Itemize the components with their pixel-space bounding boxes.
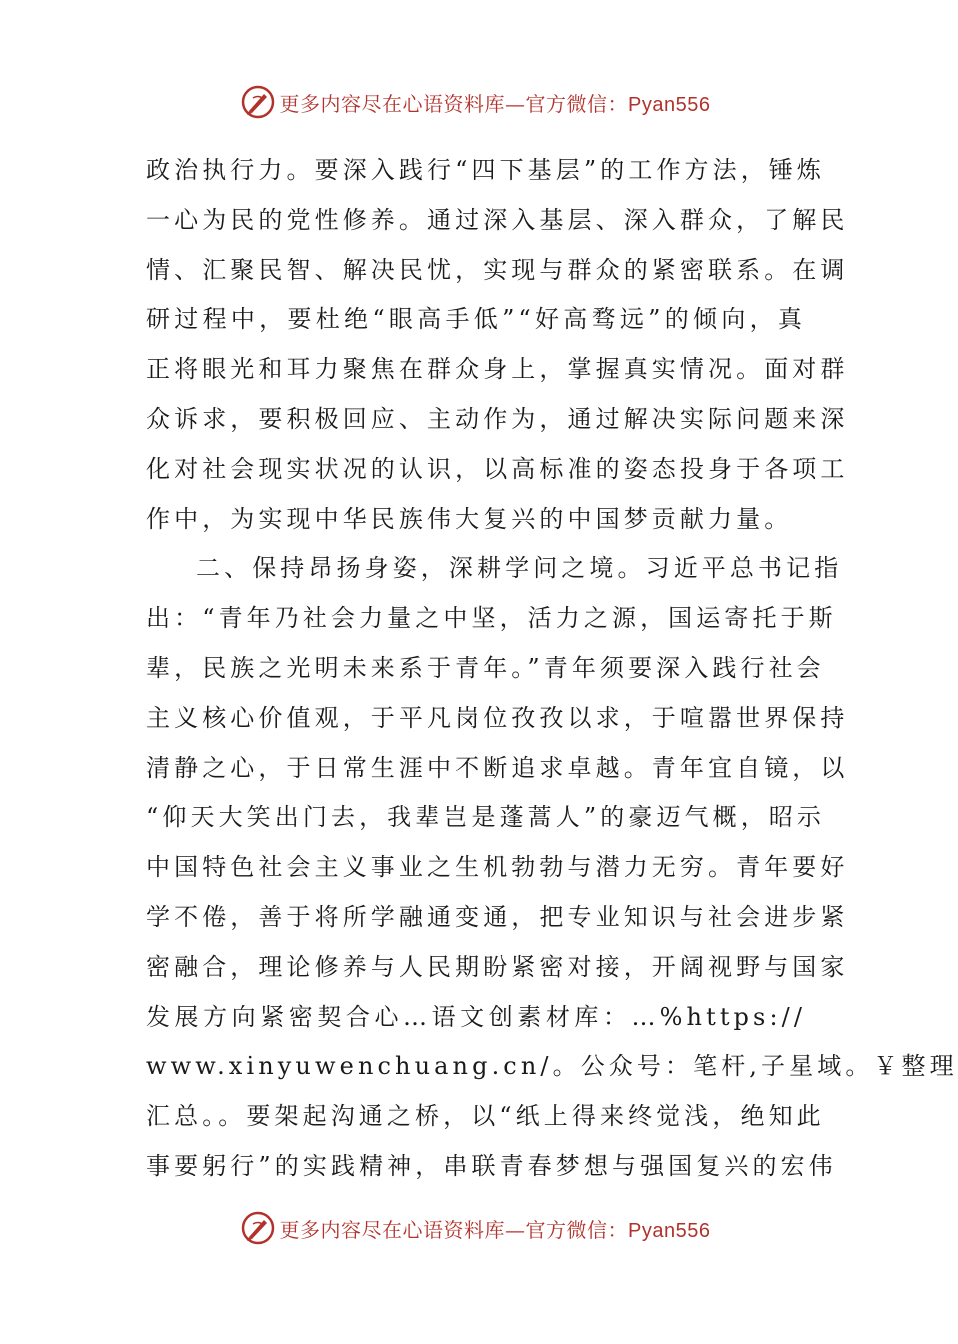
footer-watermark-banner — [0, 1208, 950, 1248]
banner-text: 更多内容尽在心语资料库—官方微信：Pyan556 — [279, 91, 711, 116]
header-watermark-banner — [0, 82, 950, 122]
text-line: 主义核心价值观，于平凡岗位孜孜以求，于喧嚣世界保持 — [146, 703, 849, 732]
text-line: “仰天大笑出门去，我辈岂是蓬蒿人”的豪迈气概，昭示 — [146, 803, 826, 832]
text-line: 中国特色社会主义事业之生机勃勃与潜力无穷。青年要好 — [146, 853, 849, 882]
text-line: 事要躬行”的实践精神，串联青春梦想与强国复兴的宏伟 — [146, 1151, 837, 1180]
text-line: 汇总。。要架起沟通之桥，以“纸上得来终觉浅，绝知此 — [146, 1102, 825, 1131]
text-line: 一心为民的党性修养。通过深入基层、深入群众，了解民 — [146, 205, 849, 234]
wechat-id: Pyan556 — [628, 93, 711, 116]
text-line: 情、汇聚民智、解决民忧，实现与群众的紧密联系。在调 — [146, 255, 849, 284]
text-line: 密融合，理论修养与人民期盼紧密对接，开阔视野与国家 — [146, 952, 849, 981]
text-line: 化对社会现实状况的认识，以高标准的姿态投身于各项工 — [146, 454, 849, 483]
text-line: 研过程中，要杜绝“眼高手低”“好高骛远”的倾向，真 — [146, 305, 806, 334]
text-line: www.xinyuwenchuang.cn/。公众号：笔杆,子星域。￥整理 — [146, 1052, 958, 1081]
text-line: 众诉求，要积极回应、主动作为，通过解决实际问题来深 — [146, 404, 849, 433]
text-line: 作中，为实现中华民族伟大复兴的中国梦贡献力量。 — [146, 504, 793, 533]
article-body — [146, 146, 958, 1192]
text-line: 发展方向紧密契合心…语文创素材库：…%https:// — [146, 1002, 806, 1031]
banner-text: 更多内容尽在心语资料库—官方微信：Pyan556 — [279, 1217, 711, 1242]
text-line: 正将眼光和耳力聚焦在群众身上，掌握真实情况。面对群 — [146, 355, 849, 384]
text-line: 政治执行力。要深入践行“四下基层”的工作方法，锤炼 — [146, 156, 826, 184]
text-line: 出：“青年乃社会力量之中坚，活力之源，国运寄托于斯 — [146, 604, 837, 633]
pen-logo-icon — [240, 84, 276, 120]
pen-logo-icon — [240, 1210, 276, 1246]
text-line: 二、保持昂扬身姿，深耕学问之境。习近平总书记指 — [196, 554, 843, 583]
text-line: 学不倦，善于将所学融通变通，把专业知识与社会进步紧 — [146, 902, 849, 931]
wechat-id: Pyan556 — [628, 1219, 711, 1242]
text-line: 辈，民族之光明未来系于青年。”青年须要深入践行社会 — [146, 653, 825, 682]
text-line: 清静之心，于日常生涯中不断追求卓越。青年宜自镜，以 — [146, 753, 849, 782]
